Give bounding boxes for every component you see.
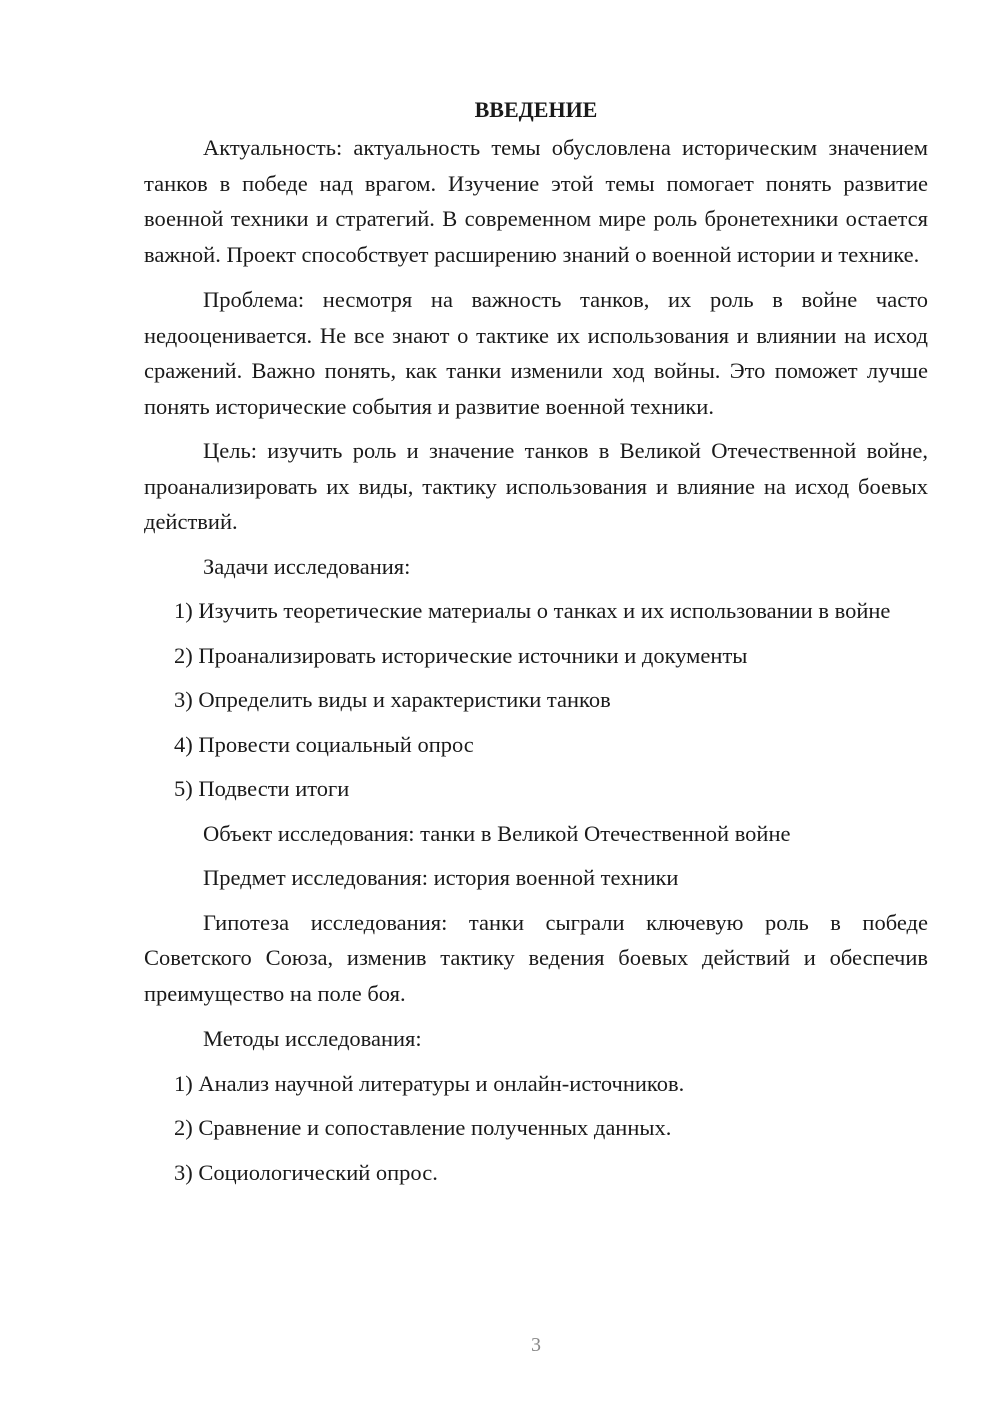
paragraph-object: Объект исследования: танки в Великой Отечественной войне [203,820,791,846]
method-item-2: 2) Сравнение и сопоставление полученных данных. [174,1115,672,1140]
paragraph-hypothesis: Гипотеза исследования: танки сыграли ключевую роль в победе Советского Союза, изменив тактику ведения боевых действий и обеспечив преимущество на поле боя. [144,909,928,1006]
method-item-3: 3) Социологический опрос. [174,1159,438,1185]
tasks-title: Задачи исследования: [203,553,411,579]
paragraph-problem: Проблема: несмотря на важность танков, их роль в войне часто недооценивается. Не все знают о тактике их использования и влиянии на исход сражений. Важно понять, как танки изменили ход войны. Это поможет лучше понять исторические события и развитие военной техники. [144,287,928,419]
task-item-3: 3) Определить виды и характеристики танков [174,687,611,712]
page-heading: ВВЕДЕНИЕ [474,97,598,122]
document-page [144,92,928,1190]
task-item-5: 5) Подвести итоги [174,776,350,801]
methods-title: Методы исследования: [203,1026,422,1051]
paragraph-relevance: Актуальность: актуальность темы обусловлена историческим значением танков в победе над врагом. Изучение этой темы помогает понять развитие военной техники и стратегий. В современном мире роль бронетехники остается важной. Проект способствует расширению знаний о военной истории и технике. [144,135,928,267]
page-number: 3 [531,1334,541,1356]
task-item-1: 1) Изучить теоретические материалы о танках и их использовании в войне [174,598,891,623]
method-item-1: 1) Анализ научной литературы и онлайн-источников. [174,1070,685,1096]
paragraph-goal: Цель: изучить роль и значение танков в Великой Отечественной войне, проанализировать их виды, тактику использования и влияние на исход боевых действий. [144,438,928,534]
task-item-2: 2) Проанализировать исторические источники и документы [174,642,748,668]
paragraph-subject: Предмет исследования: история военной техники [203,865,679,890]
task-item-4: 4) Провести социальный опрос [174,731,474,757]
